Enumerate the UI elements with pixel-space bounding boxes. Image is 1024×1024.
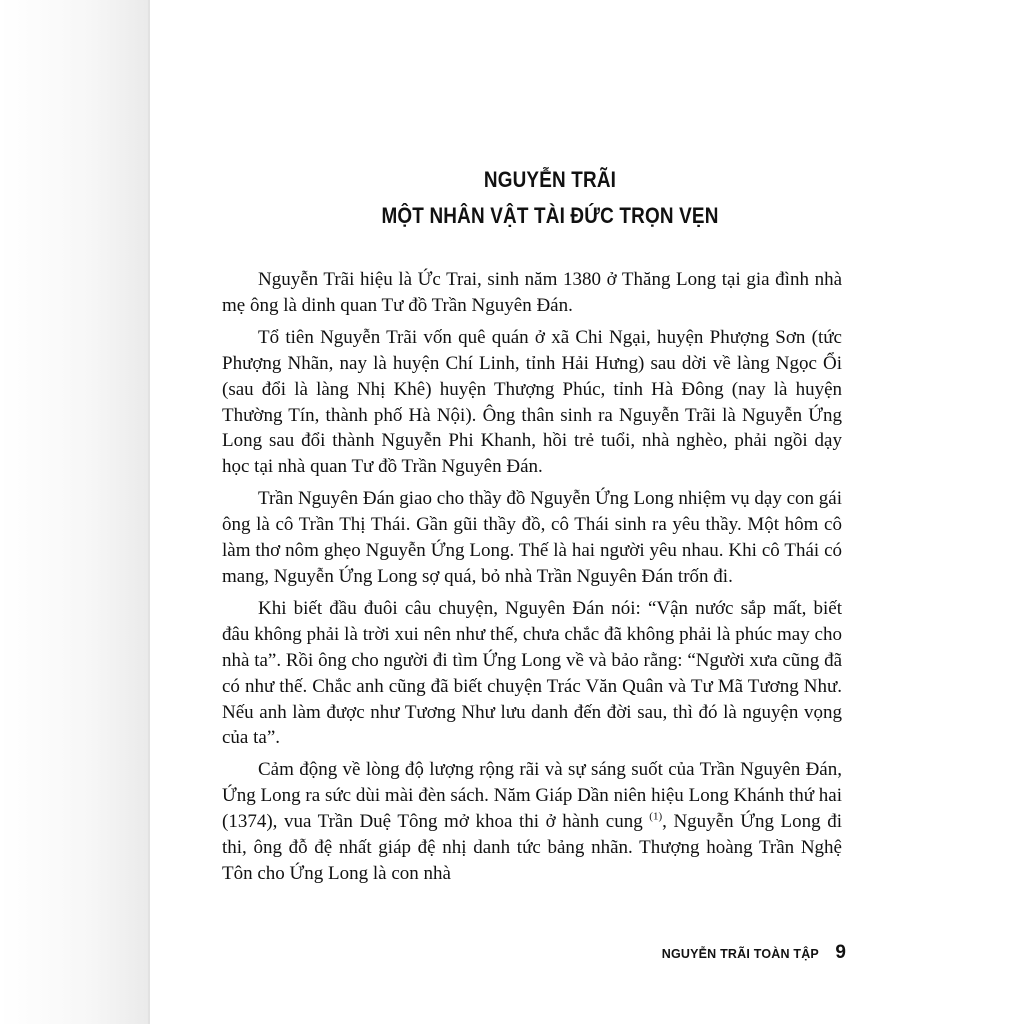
body-text xyxy=(222,267,842,893)
chapter-title-line-2: MỘT NHÂN VẬT TÀI ĐỨC TRỌN VẸN xyxy=(381,203,719,228)
paragraph-5-text-after: , Nguyễn Ứng Long đi thi, ông đỗ đệ nhất giáp đệ nhị danh tức bảng nhãn. Thượng hoàng Trần Nghệ Tôn cho Ứng Long là con nhà xyxy=(222,811,843,884)
running-footer-title: NGUYỄN TRÃI TOÀN TẬP xyxy=(661,947,819,961)
paragraph-3: Trần Nguyên Đán giao cho thầy đồ Nguyễn Ứng Long nhiệm vụ dạy con gái ông là cô Trần Thị Thái. Gần gũi thầy đồ, cô Thái sinh ra yêu thầy. Một hôm cô làm thơ nôm ghẹo Nguyễn Ứng Long. Thế là hai người yêu nhau. Khi cô Thái có mang, Nguyễn Ứng Long sợ quá, bỏ nhà Trần Nguyên Đán trốn đi. xyxy=(222,488,842,587)
page-gutter-line xyxy=(148,0,150,1024)
paragraph-1: Nguyễn Trãi hiệu là Ức Trai, sinh năm 1380 ở Thăng Long tại gia đình nhà mẹ ông là dinh quan Tư đồ Trần Nguyên Đán. xyxy=(222,269,842,316)
chapter-title xyxy=(200,162,900,234)
page-number: 9 xyxy=(835,942,846,963)
footnote-marker: (1) xyxy=(649,810,663,823)
paragraph-4: Khi biết đầu đuôi câu chuyện, Nguyên Đán nói: “Vận nước sắp mất, biết đâu không phải là trời xui nên như thế, chưa chắc đã không phải là phúc may cho nhà ta”. Rồi ông cho người đi tìm Ứng Long về và bảo rằng: “Người xưa cũng đã có như thế. Chắc anh cũng đã biết chuyện Trác Văn Quân và Tư Mã Tương Như. Nếu anh làm được như Tương Như lưu danh đến đời sau, thì đó là nguyện vọng của ta”. xyxy=(222,597,842,749)
paragraph-2: Tổ tiên Nguyễn Trãi vốn quê quán ở xã Chi Ngại, huyện Phượng Sơn (tức Phượng Nhãn, nay là huyện Chí Linh, tỉnh Hải Hưng) sau dời về làng Ngọc Ổi (sau đổi là làng Nhị Khê) huyện Thượng Phúc, tỉnh Hà Đông (nay là huyện Thường Tín, thành phố Hà Nội). Ông thân sinh ra Nguyễn Trãi là Nguyễn Ứng Long sau đổi thành Nguyễn Phi Khanh, hồi trẻ tuổi, nhà nghèo, phải ngồi dạy học tại nhà quan Tư đồ Trần Nguyên Đán. xyxy=(222,326,842,478)
page-gutter-shadow xyxy=(0,0,150,1024)
page-footer xyxy=(662,942,846,964)
paragraph-5-text-before: Cảm động về lòng độ lượng rộng rãi và sự sáng suốt của Trần Nguyên Đán, Ứng Long ra sức dùi mài đèn sách. Năm Giáp Dần niên hiệu Long Khánh thứ hai (1374), vua Trần Duệ Tông mở khoa thi ở hành cung xyxy=(222,759,842,833)
chapter-title-line-1: NGUYỄN TRÃI xyxy=(483,167,617,192)
paragraph-5 xyxy=(222,757,842,887)
